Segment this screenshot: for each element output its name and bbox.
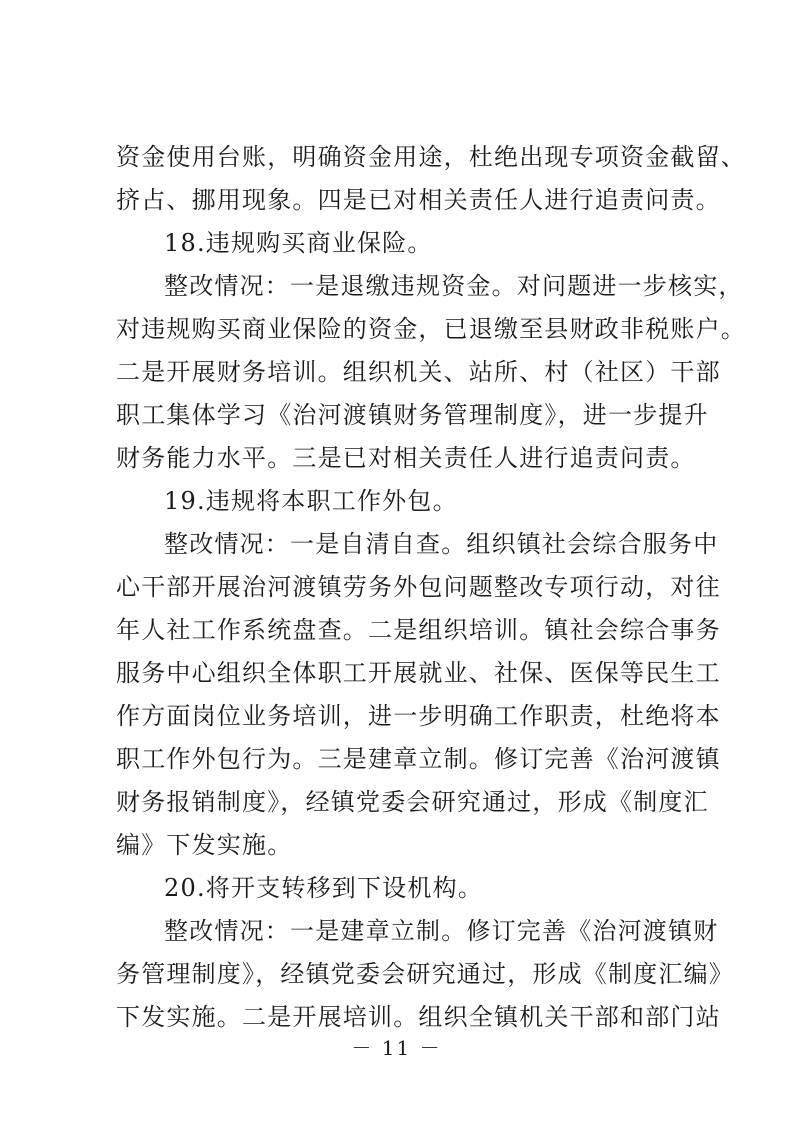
page-number: － 11 － [351, 1036, 442, 1060]
paragraph-line: 财务报销制度》，经镇党委会研究通过，形成《制度汇 [116, 788, 709, 816]
paragraph-line: 作方面岗位业务培训，进一步明确工作职责，杜绝将本 [116, 702, 721, 730]
paragraph-line: 整改情况：一是建章立制。修订完善《治河渡镇财 [164, 917, 719, 945]
paragraph-line: 资金使用台账，明确资金用途，杜绝出现专项资金截留、 [116, 143, 746, 171]
section-heading-20: 20.将开支转移到下设机构。 [164, 874, 483, 902]
paragraph-line: 服务中心组织全体职工开展就业、社保、医保等民生工 [116, 659, 721, 687]
paragraph-line: 职工作外包行为。三是建章立制。修订完善《治河渡镇 [116, 745, 721, 773]
paragraph-line: 对违规购买商业保险的资金，已退缴至县财政非税账户。 [116, 315, 746, 343]
paragraph-line: 整改情况：一是退缴违规资金。对问题进一步核实， [164, 272, 744, 300]
paragraph-line: 下发实施。二是开展培训。组织全镇机关干部和部门站 [116, 1003, 721, 1031]
paragraph-line: 二是开展财务培训。组织机关、站所、村（社区）干部 [116, 358, 721, 386]
paragraph-line: 职工集体学习《治河渡镇财务管理制度》，进一步提升 [116, 401, 709, 429]
paragraph-line: 整改情况：一是自清自查。组织镇社会综合服务中 [164, 530, 719, 558]
paragraph-line: 年人社工作系统盘查。二是组织培训。镇社会综合事务 [116, 616, 721, 644]
paragraph-line: 财务能力水平。三是已对相关责任人进行追责问责。 [116, 444, 696, 472]
paragraph-line: 编》下发实施。 [116, 831, 293, 859]
section-heading-18: 18.违规购买商业保险。 [164, 229, 433, 257]
paragraph-line: 务管理制度》，经镇党委会研究通过，形成《制度汇编》 [116, 960, 734, 988]
section-heading-19: 19.违规将本职工作外包。 [164, 487, 458, 515]
paragraph-line: 挤占、挪用现象。四是已对相关责任人进行追责问责。 [116, 186, 721, 214]
paragraph-line: 心干部开展治河渡镇劳务外包问题整改专项行动，对往 [116, 573, 721, 601]
